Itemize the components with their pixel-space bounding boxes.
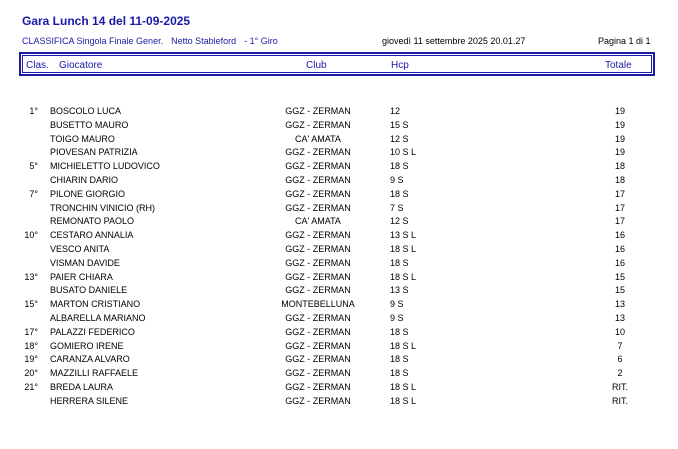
club-cell: GGZ - ZERMAN bbox=[285, 285, 351, 296]
hcp-cell: 15 S bbox=[390, 119, 409, 130]
hcp-cell: 10 S L bbox=[390, 147, 417, 158]
club-cell: GGZ - ZERMAN bbox=[285, 312, 351, 323]
position-cell: 13° bbox=[24, 271, 38, 282]
club-cell: MONTEBELLUNA bbox=[281, 299, 355, 310]
results-table bbox=[0, 106, 678, 410]
hcp-cell: 18 S bbox=[390, 257, 409, 268]
player-name-cell: PIOVESAN PATRIZIA bbox=[50, 147, 138, 158]
total-cell: 15 bbox=[614, 285, 625, 296]
club-cell: GGZ - ZERMAN bbox=[285, 326, 351, 337]
player-name-cell: BREDA LAURA bbox=[50, 381, 114, 392]
position-cell: 10° bbox=[24, 230, 38, 241]
position-cell: 17° bbox=[24, 326, 38, 337]
hcp-cell: 18 S L bbox=[390, 340, 417, 351]
total-cell: 19 bbox=[614, 147, 625, 158]
player-name-cell: MAZZILLI RAFFAELE bbox=[50, 368, 139, 379]
table-row bbox=[0, 327, 678, 341]
header-hcp: Hcp bbox=[391, 60, 409, 71]
position-cell: 15° bbox=[24, 299, 38, 310]
total-cell: 18 bbox=[614, 161, 625, 172]
club-cell: GGZ - ZERMAN bbox=[285, 106, 351, 116]
player-name-cell: MICHIELETTO LUDOVICO bbox=[50, 161, 160, 172]
player-name-cell: HERRERA SILENE bbox=[50, 395, 129, 406]
total-cell: 17 bbox=[614, 202, 625, 213]
club-cell: GGZ - ZERMAN bbox=[285, 354, 351, 365]
player-name-cell: CESTARO ANNALIA bbox=[50, 230, 134, 241]
hcp-cell: 12 S bbox=[390, 216, 409, 227]
table-row bbox=[0, 230, 678, 244]
player-name-cell: VESCO ANITA bbox=[50, 243, 110, 254]
player-name-cell: PAIER CHIARA bbox=[50, 271, 113, 282]
report-title: Gara Lunch 14 del 11-09-2025 bbox=[22, 14, 191, 28]
position-cell: 19° bbox=[24, 354, 38, 365]
table-row bbox=[0, 147, 678, 161]
table-row bbox=[0, 216, 678, 230]
total-cell: 18 bbox=[614, 174, 625, 185]
hcp-cell: 18 S L bbox=[390, 395, 417, 406]
report-subtitle bbox=[22, 36, 278, 46]
club-cell: GGZ - ZERMAN bbox=[285, 174, 351, 185]
table-row bbox=[0, 203, 678, 217]
total-cell: RIT. bbox=[611, 381, 628, 392]
player-name-cell: VISMAN DAVIDE bbox=[50, 257, 120, 268]
table-row bbox=[0, 354, 678, 368]
club-cell: CA' AMATA bbox=[295, 216, 341, 227]
player-name-cell: CARANZA ALVARO bbox=[50, 354, 130, 365]
position-cell: 20° bbox=[24, 368, 38, 379]
position-cell: 1° bbox=[29, 106, 38, 116]
hcp-cell: 7 S bbox=[390, 202, 404, 213]
player-name-cell: PALAZZI FEDERICO bbox=[50, 326, 135, 337]
table-row bbox=[0, 368, 678, 382]
hcp-cell: 18 S bbox=[390, 368, 409, 379]
header-totale: Totale bbox=[605, 60, 632, 71]
table-row bbox=[0, 258, 678, 272]
table-row bbox=[0, 244, 678, 258]
formula-label: Netto Stableford bbox=[171, 36, 237, 46]
club-cell: GGZ - ZERMAN bbox=[285, 340, 351, 351]
position-cell: 7° bbox=[29, 188, 38, 199]
total-cell: 13 bbox=[614, 299, 625, 310]
total-cell: 13 bbox=[614, 312, 625, 323]
table-row bbox=[0, 396, 678, 410]
table-row bbox=[0, 106, 678, 120]
hcp-cell: 18 S L bbox=[390, 381, 417, 392]
classifica-label: CLASSIFICA Singola Finale Gener. bbox=[22, 36, 164, 46]
total-cell: 19 bbox=[614, 133, 625, 144]
position-cell: 18° bbox=[24, 340, 38, 351]
table-row bbox=[0, 341, 678, 355]
giro-label: - 1° Giro bbox=[244, 36, 278, 46]
total-cell: 7 bbox=[617, 340, 623, 351]
header-club: Club bbox=[306, 60, 327, 71]
total-cell: 6 bbox=[617, 354, 623, 365]
player-name-cell: BUSATO DANIELE bbox=[50, 285, 128, 296]
club-cell: GGZ - ZERMAN bbox=[285, 119, 351, 130]
player-name-cell: CHIARIN DARIO bbox=[50, 174, 119, 185]
hcp-cell: 12 S bbox=[390, 133, 409, 144]
table-row bbox=[0, 313, 678, 327]
total-cell: 15 bbox=[614, 271, 625, 282]
position-cell: 21° bbox=[24, 381, 38, 392]
hcp-cell: 9 S bbox=[390, 312, 404, 323]
hcp-cell: 18 S bbox=[390, 326, 409, 337]
header-clas: Clas. bbox=[26, 60, 49, 71]
club-cell: GGZ - ZERMAN bbox=[285, 271, 351, 282]
table-row bbox=[0, 175, 678, 189]
player-name-cell: REMONATO PAOLO bbox=[50, 216, 135, 227]
club-cell: GGZ - ZERMAN bbox=[285, 243, 351, 254]
club-cell: GGZ - ZERMAN bbox=[285, 147, 351, 158]
total-cell: 19 bbox=[614, 106, 625, 116]
hcp-cell: 9 S bbox=[390, 299, 404, 310]
total-cell: 16 bbox=[614, 257, 625, 268]
player-name-cell: BOSCOLO LUCA bbox=[50, 106, 122, 116]
club-cell: GGZ - ZERMAN bbox=[285, 395, 351, 406]
table-row bbox=[0, 120, 678, 134]
club-cell: GGZ - ZERMAN bbox=[285, 230, 351, 241]
table-row bbox=[0, 161, 678, 175]
total-cell: 16 bbox=[614, 243, 625, 254]
club-cell: GGZ - ZERMAN bbox=[285, 188, 351, 199]
hcp-cell: 18 S L bbox=[390, 243, 417, 254]
player-name-cell: GOMIERO IRENE bbox=[50, 340, 124, 351]
club-cell: GGZ - ZERMAN bbox=[285, 368, 351, 379]
club-cell: GGZ - ZERMAN bbox=[285, 202, 351, 213]
hcp-cell: 18 S bbox=[390, 354, 409, 365]
hcp-cell: 18 S bbox=[390, 161, 409, 172]
print-datetime: giovedì 11 settembre 2025 20.01.27 bbox=[382, 36, 526, 46]
player-name-cell: PILONE GIORGIO bbox=[50, 188, 126, 199]
hcp-cell: 18 S bbox=[390, 188, 409, 199]
hcp-cell: 13 S L bbox=[390, 230, 417, 241]
table-row bbox=[0, 189, 678, 203]
total-cell: 10 bbox=[614, 326, 625, 337]
hcp-cell: 12 bbox=[390, 106, 401, 116]
hcp-cell: 9 S bbox=[390, 174, 404, 185]
table-row bbox=[0, 285, 678, 299]
player-name-cell: TRONCHIN VINICIO (RH) bbox=[50, 202, 155, 213]
header-giocatore: Giocatore bbox=[59, 60, 103, 71]
table-row bbox=[0, 134, 678, 148]
page-number: Pagina 1 di 1 bbox=[598, 36, 651, 46]
total-cell: 17 bbox=[614, 188, 625, 199]
club-cell: CA' AMATA bbox=[295, 133, 341, 144]
total-cell: 19 bbox=[614, 119, 625, 130]
table-row bbox=[0, 299, 678, 313]
position-cell: 5° bbox=[29, 161, 38, 172]
hcp-cell: 13 S bbox=[390, 285, 409, 296]
total-cell: 17 bbox=[614, 216, 625, 227]
player-name-cell: BUSETTO MAURO bbox=[50, 119, 129, 130]
hcp-cell: 18 S L bbox=[390, 271, 417, 282]
total-cell: RIT. bbox=[611, 395, 628, 406]
player-name-cell: MARTON CRISTIANO bbox=[50, 299, 141, 310]
club-cell: GGZ - ZERMAN bbox=[285, 161, 351, 172]
table-header bbox=[19, 52, 655, 76]
club-cell: GGZ - ZERMAN bbox=[285, 381, 351, 392]
table-row bbox=[0, 382, 678, 396]
total-cell: 16 bbox=[614, 230, 625, 241]
total-cell: 2 bbox=[617, 368, 623, 379]
player-name-cell: ALBARELLA MARIANO bbox=[50, 312, 146, 323]
table-row bbox=[0, 272, 678, 286]
player-name-cell: TOIGO MAURO bbox=[50, 133, 115, 144]
club-cell: GGZ - ZERMAN bbox=[285, 257, 351, 268]
